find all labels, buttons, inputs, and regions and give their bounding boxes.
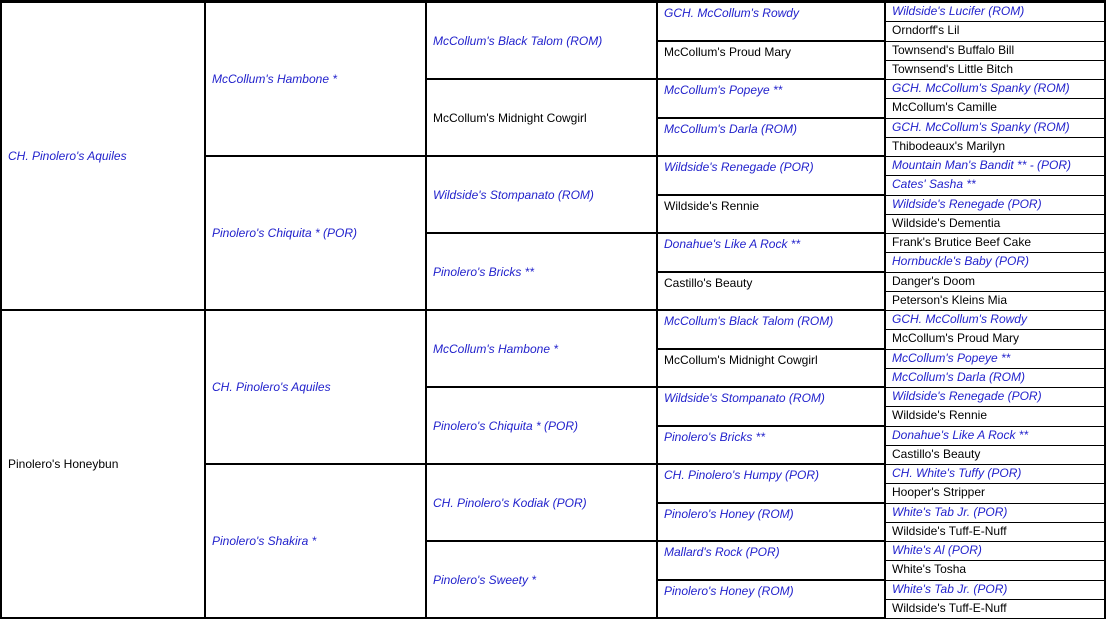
ancestor-gen3 bbox=[425, 388, 658, 465]
ancestor-name: Frank's Brutice Beef Cake bbox=[892, 235, 1032, 249]
ancestor-name: White's Al (POR) bbox=[892, 543, 982, 557]
ancestor-name: GCH. McCollum's Spanky (ROM) bbox=[892, 120, 1070, 134]
ancestor-name: McCollum's Camille bbox=[892, 100, 997, 114]
ancestor-name: White's Tosha bbox=[892, 562, 967, 576]
ancestor-name: Wildside's Renegade (POR) bbox=[892, 389, 1042, 403]
ancestor-name: Hooper's Stripper bbox=[892, 485, 985, 499]
ancestor-name: Wildside's Lucifer (ROM) bbox=[892, 4, 1025, 18]
ancestor-name: GCH. McCollum's Spanky (ROM) bbox=[892, 81, 1070, 95]
ancestor-name: McCollum's Midnight Cowgirl bbox=[433, 110, 587, 125]
ancestor-gen4 bbox=[656, 465, 886, 504]
ancestor-name: McCollum's Black Talom (ROM) bbox=[433, 33, 603, 48]
ancestor-name: Wildside's Tuff-E-Nuff bbox=[892, 601, 1007, 615]
ancestor-name: McCollum's Popeye ** bbox=[892, 351, 1011, 365]
ancestor-gen4 bbox=[656, 388, 886, 427]
ancestor-gen5 bbox=[884, 542, 1106, 561]
ancestor-gen4 bbox=[656, 311, 886, 350]
ancestor-name: CH. Pinolero's Aquiles bbox=[8, 149, 127, 163]
ancestor-name: Pinolero's Honeybun bbox=[8, 457, 119, 471]
ancestor-gen5 bbox=[884, 99, 1106, 119]
ancestor-gen5 bbox=[884, 234, 1106, 253]
ancestor-name: McCollum's Hambone * bbox=[212, 72, 337, 86]
ancestor-gen5 bbox=[884, 504, 1106, 523]
ancestor-name: McCollum's Black Talom (ROM) bbox=[664, 314, 834, 328]
ancestor-gen3 bbox=[425, 542, 658, 619]
ancestor-gen4 bbox=[656, 42, 886, 80]
ancestor-gen5 bbox=[884, 80, 1106, 99]
ancestor-name: McCollum's Popeye ** bbox=[664, 83, 783, 97]
ancestor-gen3 bbox=[425, 3, 658, 80]
ancestor-gen5 bbox=[884, 119, 1106, 138]
ancestor-name: White's Tab Jr. (POR) bbox=[892, 505, 1008, 519]
ancestor-gen1 bbox=[0, 311, 206, 619]
ancestor-gen5 bbox=[884, 465, 1106, 484]
ancestor-name: Pinolero's Chiquita * (POR) bbox=[212, 226, 358, 240]
ancestor-name: CH. Pinolero's Kodiak (POR) bbox=[433, 495, 587, 510]
ancestor-gen4 bbox=[656, 234, 886, 273]
ancestor-gen5 bbox=[884, 273, 1106, 292]
ancestor-gen3 bbox=[425, 157, 658, 234]
ancestor-gen5 bbox=[884, 292, 1106, 311]
ancestor-name: Wildside's Stompanato (ROM) bbox=[664, 391, 825, 405]
ancestor-name: Orndorff's Lil bbox=[892, 23, 960, 37]
ancestor-name: Wildside's Stompanato (ROM) bbox=[433, 187, 594, 202]
ancestor-name: Mallard's Rock (POR) bbox=[664, 545, 780, 559]
ancestor-gen1 bbox=[0, 3, 206, 311]
ancestor-gen5 bbox=[884, 581, 1106, 600]
ancestor-name: Castillo's Beauty bbox=[664, 276, 753, 290]
ancestor-name: Hornbuckle's Baby (POR) bbox=[892, 254, 1030, 268]
ancestor-gen4 bbox=[656, 119, 886, 157]
ancestor-gen5 bbox=[884, 407, 1106, 427]
ancestor-gen4 bbox=[656, 581, 886, 619]
ancestor-name: Wildside's Rennie bbox=[892, 408, 987, 422]
ancestor-gen5 bbox=[884, 561, 1106, 581]
ancestor-name: Wildside's Renegade (POR) bbox=[664, 160, 814, 174]
ancestor-name: Pinolero's Shakira * bbox=[212, 534, 317, 548]
ancestor-name: McCollum's Hambone * bbox=[433, 341, 558, 356]
ancestor-gen4 bbox=[656, 542, 886, 581]
ancestor-name: Wildside's Renegade (POR) bbox=[892, 197, 1042, 211]
ancestor-name: Donahue's Like A Rock ** bbox=[892, 428, 1029, 442]
ancestor-gen4 bbox=[656, 427, 886, 465]
ancestor-gen4 bbox=[656, 350, 886, 388]
ancestor-name: McCollum's Darla (ROM) bbox=[664, 122, 797, 136]
ancestor-gen5 bbox=[884, 253, 1106, 273]
ancestor-gen4 bbox=[656, 273, 886, 311]
ancestor-gen4 bbox=[656, 196, 886, 234]
ancestor-gen5 bbox=[884, 369, 1106, 388]
ancestor-gen5 bbox=[884, 523, 1106, 542]
ancestor-gen5 bbox=[884, 157, 1106, 176]
ancestor-name: Wildside's Tuff-E-Nuff bbox=[892, 524, 1007, 538]
ancestor-gen5 bbox=[884, 427, 1106, 446]
ancestor-name: Peterson's Kleins Mia bbox=[892, 293, 1008, 307]
ancestor-gen5 bbox=[884, 42, 1106, 61]
ancestor-name: Thibodeaux's Marilyn bbox=[892, 139, 1006, 153]
ancestor-gen5 bbox=[884, 176, 1106, 196]
ancestor-name: CH. White's Tuffy (POR) bbox=[892, 466, 1022, 480]
ancestor-gen5 bbox=[884, 61, 1106, 80]
ancestor-name: McCollum's Darla (ROM) bbox=[892, 370, 1025, 384]
ancestor-name: CH. Pinolero's Aquiles bbox=[212, 380, 331, 394]
ancestor-name: McCollum's Proud Mary bbox=[664, 45, 791, 59]
ancestor-name: Cates' Sasha ** bbox=[892, 177, 976, 191]
ancestor-gen5 bbox=[884, 330, 1106, 350]
ancestor-gen5 bbox=[884, 600, 1106, 619]
ancestor-name: Pinolero's Sweety * bbox=[433, 572, 537, 587]
ancestor-name: Mountain Man's Bandit ** - (POR) bbox=[892, 158, 1072, 172]
ancestor-name: GCH. McCollum's Rowdy bbox=[892, 312, 1027, 326]
ancestor-gen5 bbox=[884, 196, 1106, 215]
ancestor-name: Pinolero's Honey (ROM) bbox=[664, 507, 794, 521]
ancestor-gen2 bbox=[204, 157, 427, 311]
ancestor-name: Pinolero's Honey (ROM) bbox=[664, 584, 794, 598]
ancestor-gen5 bbox=[884, 311, 1106, 330]
ancestor-name: Townsend's Buffalo Bill bbox=[892, 43, 1015, 57]
ancestor-name: Townsend's Little Bitch bbox=[892, 62, 1014, 76]
ancestor-gen5 bbox=[884, 215, 1106, 234]
ancestor-name: Pinolero's Bricks ** bbox=[664, 430, 765, 444]
ancestor-gen2 bbox=[204, 465, 427, 619]
ancestor-name: Wildside's Rennie bbox=[664, 199, 759, 213]
ancestor-gen5 bbox=[884, 138, 1106, 157]
ancestor-gen3 bbox=[425, 80, 658, 157]
ancestor-gen2 bbox=[204, 311, 427, 465]
ancestor-gen4 bbox=[656, 157, 886, 196]
ancestor-name: Donahue's Like A Rock ** bbox=[664, 237, 801, 251]
ancestor-gen4 bbox=[656, 80, 886, 119]
ancestor-gen5 bbox=[884, 446, 1106, 465]
ancestor-name: White's Tab Jr. (POR) bbox=[892, 582, 1008, 596]
ancestor-gen2 bbox=[204, 3, 427, 157]
ancestor-name: Danger's Doom bbox=[892, 274, 975, 288]
ancestor-gen3 bbox=[425, 311, 658, 388]
ancestor-gen5 bbox=[884, 22, 1106, 42]
ancestor-gen5 bbox=[884, 484, 1106, 504]
ancestor-name: Castillo's Beauty bbox=[892, 447, 981, 461]
ancestor-gen5 bbox=[884, 388, 1106, 407]
ancestor-name: CH. Pinolero's Humpy (POR) bbox=[664, 468, 819, 482]
ancestor-name: Wildside's Dementia bbox=[892, 216, 1001, 230]
ancestor-gen4 bbox=[656, 504, 886, 542]
ancestor-name: Pinolero's Bricks ** bbox=[433, 264, 534, 279]
ancestor-gen4 bbox=[656, 3, 886, 42]
ancestor-gen5 bbox=[884, 3, 1106, 22]
ancestor-gen3 bbox=[425, 465, 658, 542]
ancestor-name: McCollum's Midnight Cowgirl bbox=[664, 353, 818, 367]
ancestor-gen5 bbox=[884, 350, 1106, 369]
ancestor-name: McCollum's Proud Mary bbox=[892, 331, 1019, 345]
ancestor-name: GCH. McCollum's Rowdy bbox=[664, 6, 799, 20]
ancestor-name: Pinolero's Chiquita * (POR) bbox=[433, 418, 579, 433]
ancestor-gen3 bbox=[425, 234, 658, 311]
